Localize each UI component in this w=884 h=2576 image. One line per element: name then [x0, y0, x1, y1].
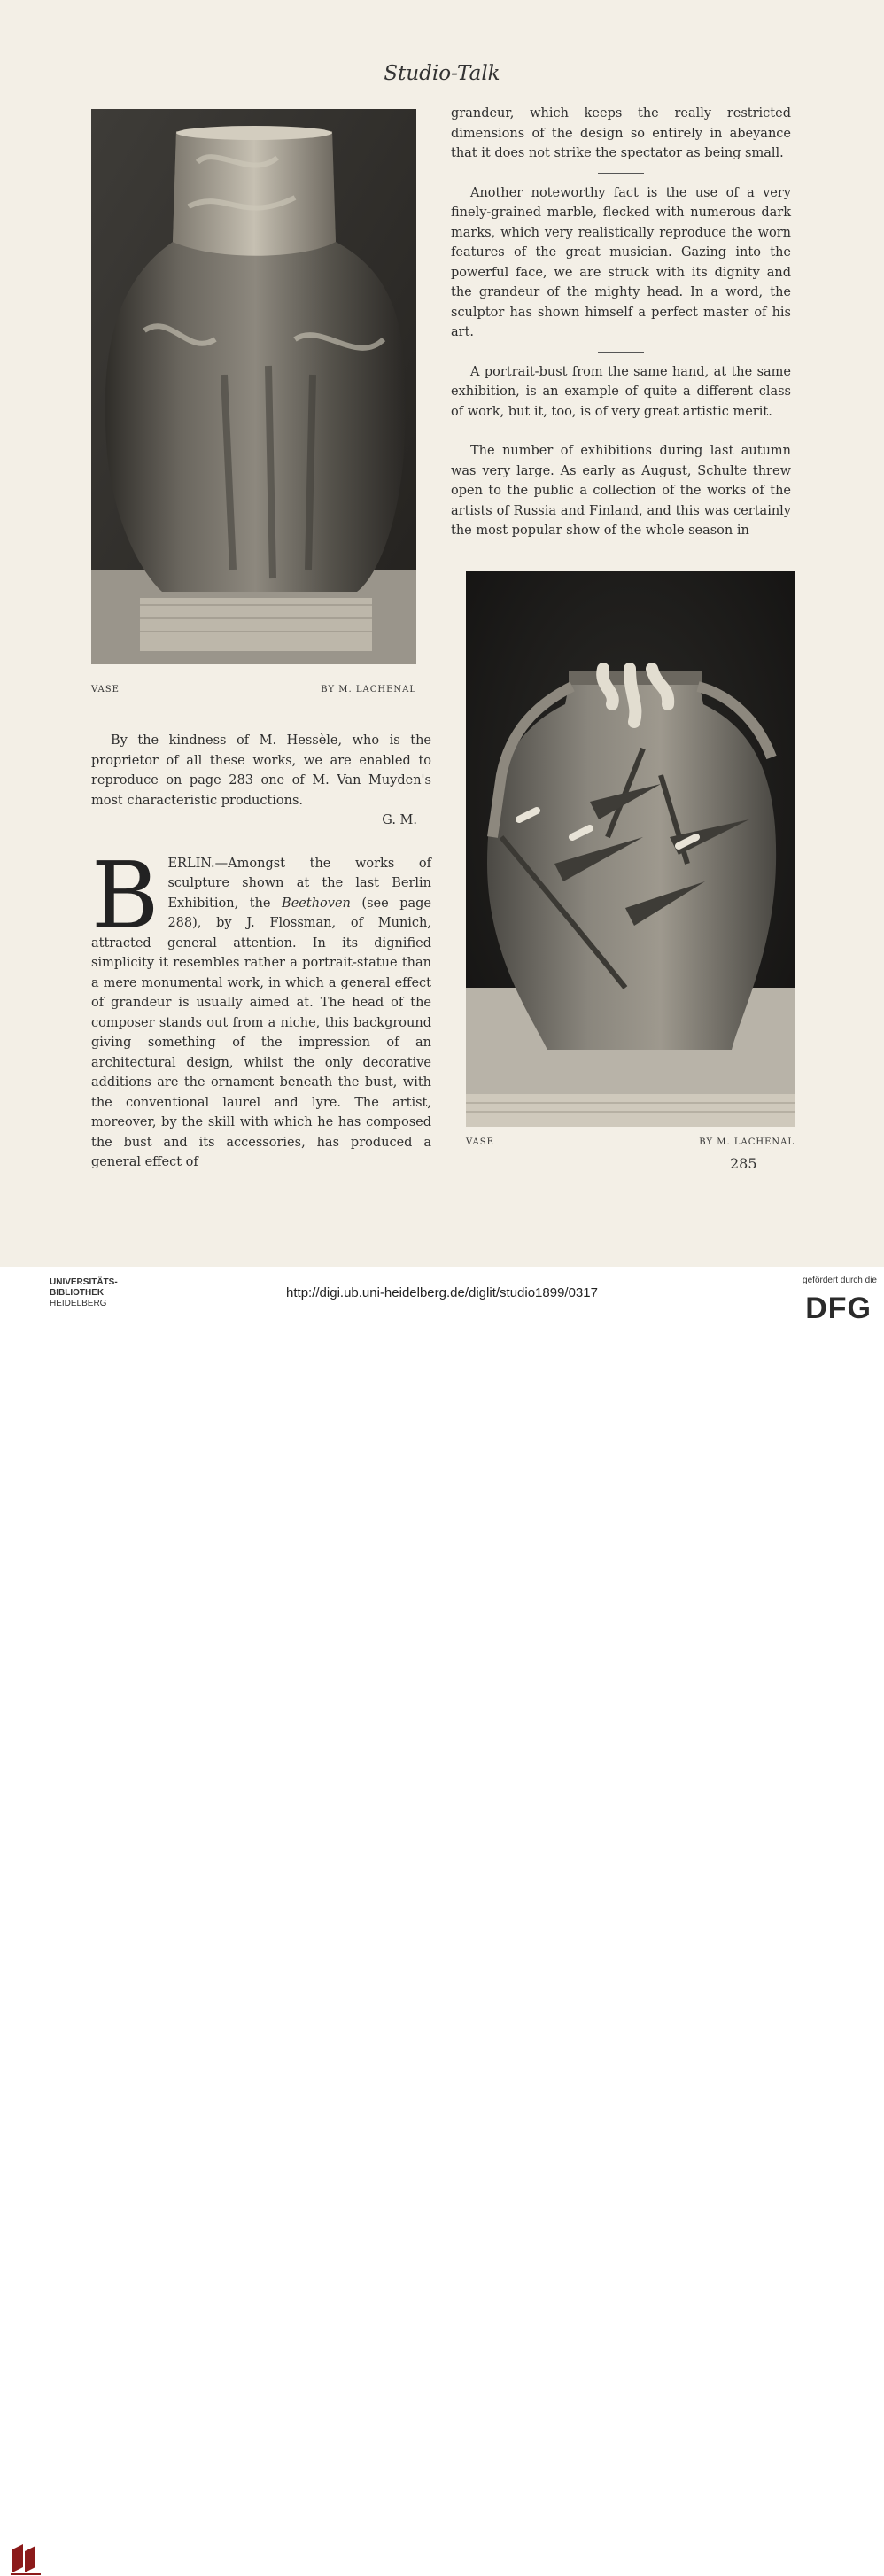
caption-bottom-right: BY M. LACHENAL — [699, 1137, 795, 1147]
work-title: Beethoven — [282, 896, 351, 911]
berlin-rest: (see page 288), by J. Flossman, of Munich, attracted general attention. In its dignified simplicity it resembles rather a portrait-statue than a mere monumental work, in which a general effect of grandeur is usually aimed at. The head of the composer stands out from a niche, this background giving something of the impression of an architectural design, whilst the only decorative additions are the ornament beneath the bust, with the conventional laurel and lyre. The artist, moreover, by the skill with which he has composed the bust and its accessories, has produced a general effect of — [91, 896, 431, 1169]
paragraph: The number of exhibitions during last autumn was very large. As early as August, Schulte threw open to the public a collection of the works of the artists of Russia and Finland, and this was certainly the most popular show of the whole season in — [451, 444, 791, 538]
berlin-lead: ERLIN.—Amongst the works of sculpture shown at the last Berlin Exhibition, the — [167, 856, 431, 911]
plate-vase-bottom — [466, 571, 795, 1127]
caption-top-left: VASE — [91, 685, 120, 694]
dfg-logo[interactable]: DFG — [805, 1292, 872, 1325]
vase-photo-bottom — [466, 571, 795, 1127]
funded-by-label: gefördert durch die — [803, 1276, 877, 1285]
paragraph-berlin — [91, 841, 431, 1173]
right-column-text — [451, 104, 791, 541]
drop-cap: B — [91, 841, 159, 950]
vase-photo-top — [91, 109, 416, 664]
section-rule — [598, 173, 644, 174]
paragraph: Another noteworthy fact is the use of a very finely-grained marble, flecked with numerous dark marks, which very realistically reproduce the worn features of the great musician. Gazing into the powerful face, we are struck with its dignity and the grandeur of the mighty head. In a word, the sculptor has shown himself a perfect master of his art. — [451, 185, 791, 339]
signature: G. M. — [382, 813, 417, 827]
left-column-text — [91, 731, 431, 1173]
library-name-line2: BIBLIOTHEK — [50, 1288, 105, 1298]
library-name-line1: UNIVERSITÄTS- — [50, 1277, 118, 1287]
paragraph: grandeur, which keeps the really restricted dimensions of the design so entirely in abeyance that it does not strike the spectator as being small. — [451, 106, 791, 160]
paragraph: A portrait-bust from the same hand, at the same exhibition, is an example of quite a different class of work, but it, too, is of very great artistic merit. — [451, 364, 791, 419]
section-rule — [598, 352, 644, 353]
caption-top-right: BY M. LACHENAL — [321, 685, 416, 694]
library-name-line3: HEIDELBERG — [50, 1299, 107, 1308]
plate-vase-top — [91, 109, 416, 664]
library-logo-icon[interactable] — [9, 2541, 44, 2576]
page-number: 285 — [730, 1155, 757, 1172]
source-url-link[interactable]: http://digi.ub.uni-heidelberg.de/diglit/studio1899/0317 — [286, 1285, 598, 1300]
caption-top — [91, 685, 416, 697]
paragraph-kindness: By the kindness of M. Hessèle, who is the proprietor of all these works, we are enabled to reproduce on page 283 one of M. Van Muyden's most characteristic productions. — [91, 733, 431, 808]
running-head: Studio-Talk — [384, 62, 500, 85]
scanned-page — [0, 0, 884, 1267]
caption-bottom-left: VASE — [466, 1137, 494, 1147]
caption-bottom — [466, 1137, 795, 1150]
